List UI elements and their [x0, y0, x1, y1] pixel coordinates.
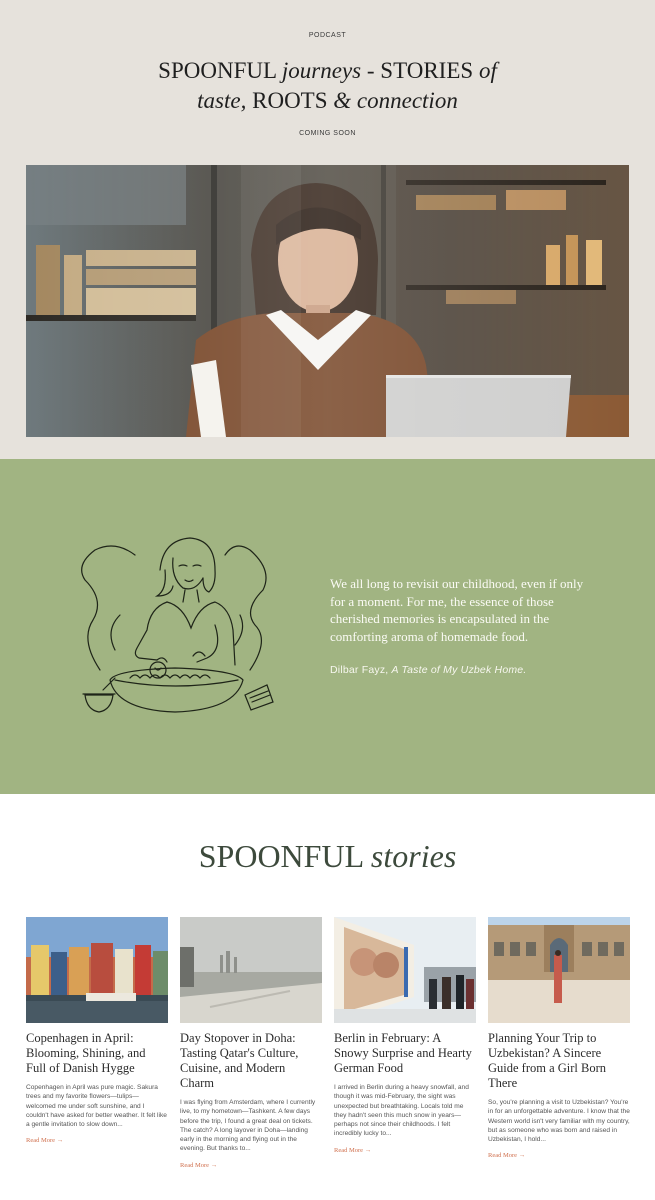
read-more-link[interactable]: Read More → — [488, 1152, 526, 1160]
podcast-eyebrow: PODCAST — [308, 32, 347, 39]
title-text: - STORIES — [361, 58, 479, 83]
podcast-section — [0, 0, 655, 459]
story-card[interactable] — [180, 917, 322, 1172]
quote-book-title: A Taste of My Uzbek Home. — [391, 664, 527, 676]
heading-italic: stories — [370, 838, 457, 874]
read-more-link[interactable]: Read More → — [334, 1146, 372, 1154]
story-title[interactable]: Copenhagen in April: Blooming, Shining, and Full of Danish Hygge — [26, 1031, 146, 1075]
registan-square-photo — [488, 917, 630, 1023]
story-image[interactable] — [488, 917, 630, 1023]
woman-with-laptop-photo — [26, 165, 629, 437]
story-excerpt: I arrived in Berlin during a heavy snowfall, and though it was mid-February, the sight was unexpected but breathtaking. Locals told me they hadn't seen this much snow in years—perhaps not since their childhoods. I felt incredibly lucky to... — [334, 1084, 469, 1138]
story-image[interactable] — [26, 917, 168, 1023]
story-card[interactable] — [488, 917, 630, 1162]
quote-author: Dilbar Fayz, — [330, 664, 392, 676]
story-image[interactable] — [180, 917, 322, 1023]
title-italic: taste, — [197, 88, 253, 113]
quote-attribution — [330, 664, 630, 676]
hero-image — [26, 165, 629, 437]
title-text: SPOONFUL — [158, 58, 282, 83]
story-excerpt: Copenhagen in April was pure magic. Sakura trees and my favorite flowers—tulips—welcomed me under soft sunshine, and I couldn't have asked for better weather. It felt like a gentle invitation to slow down... — [26, 1084, 167, 1129]
story-title[interactable]: Berlin in February: A Snowy Surprise and Hearty German Food — [334, 1031, 472, 1075]
doha-skyline-photo — [180, 917, 322, 1023]
berlin-wall-mural-photo — [334, 917, 476, 1023]
read-more-link[interactable]: Read More → — [26, 1137, 64, 1145]
woman-cooking-line-drawing — [75, 530, 275, 730]
story-card[interactable] — [26, 917, 168, 1147]
story-excerpt: I was flying from Amsterdam, where I currently live, to my hometown—Tashkent. A few days before the trip, I found a great deal on tickets. The catch? A long layover in Doha—landing early in the morning and flying out in the evening. But thanks to... — [180, 1099, 316, 1153]
title-italic: & connection — [327, 88, 458, 113]
story-card[interactable] — [334, 917, 476, 1157]
story-title[interactable]: Planning Your Trip to Uzbekistan? A Sincere Guide from a Girl Born There — [488, 1031, 607, 1090]
story-title[interactable]: Day Stopover in Doha: Tasting Qatar's Culture, Cuisine, and Modern Charm — [180, 1031, 299, 1090]
title-text: ROOTS — [252, 88, 328, 113]
nyhavn-canal-photo — [26, 917, 168, 1023]
story-image[interactable] — [334, 917, 476, 1023]
read-more-link[interactable]: Read More → — [180, 1161, 218, 1169]
heading-text: SPOONFUL — [198, 838, 371, 874]
illustration — [75, 530, 275, 730]
title-italic: journeys — [281, 58, 362, 83]
story-excerpt: So, you're planning a visit to Uzbekistan? You're in for an unforgettable adventure. I know that the Western world isn't very familiar with my country, but as someone who was born and raised in Uzbekistan, I hold... — [488, 1099, 630, 1144]
podcast-title — [0, 56, 655, 116]
title-italic: of — [478, 58, 497, 83]
coming-soon-label: COMING SOON — [299, 130, 356, 137]
quote-text: We all long to revisit our childhood, even if only for a moment. For me, the essence of those cherished memories is encapsulated in the comforting aroma of homemade food. — [330, 576, 584, 644]
stories-heading — [0, 838, 655, 875]
